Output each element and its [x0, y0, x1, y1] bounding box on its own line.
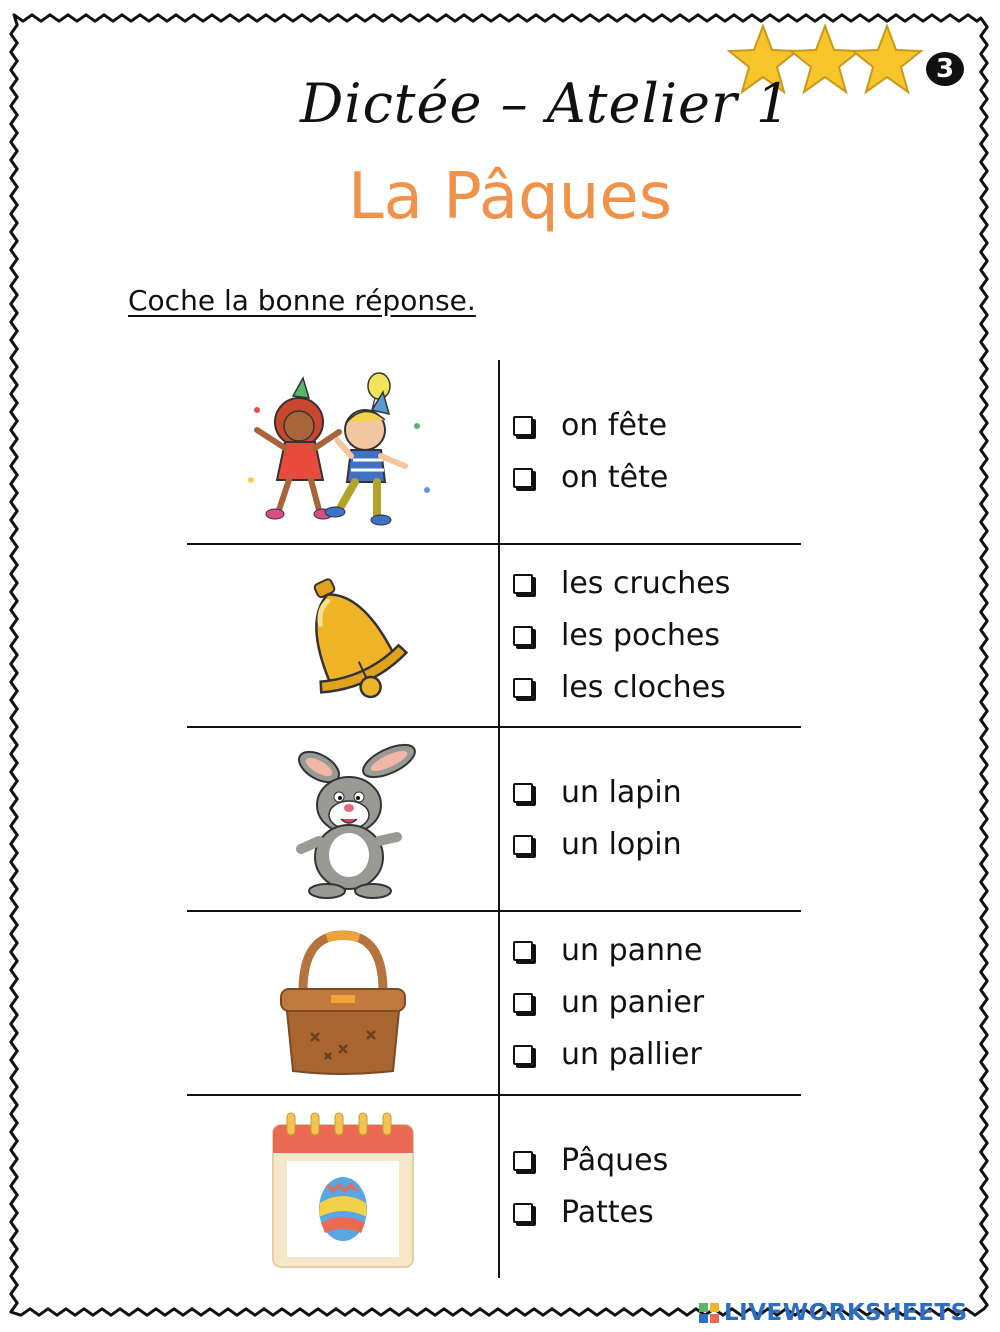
page-title: Dictée – Atelier 1: [300, 72, 792, 135]
table-row: [187, 360, 801, 543]
checkbox[interactable]: [513, 678, 533, 698]
answer-option[interactable]: [513, 1029, 801, 1081]
checkbox[interactable]: [513, 1203, 533, 1223]
answer-option[interactable]: [513, 767, 801, 819]
instruction-text: Coche la bonne réponse.: [128, 284, 476, 317]
liveworksheets-icon: [698, 1302, 720, 1324]
answer-option[interactable]: [513, 977, 801, 1029]
answer-option-label: on fête: [561, 408, 668, 443]
checkbox[interactable]: [513, 416, 533, 436]
checkbox[interactable]: [513, 1045, 533, 1065]
answer-option-label: Pattes: [561, 1195, 654, 1230]
answer-option-label: Pâques: [561, 1143, 669, 1178]
bell-illustration: [227, 554, 459, 717]
level-badge: 3: [926, 52, 964, 86]
answer-option[interactable]: [513, 1187, 801, 1239]
answer-option[interactable]: [513, 925, 801, 977]
table-row: [187, 727, 801, 910]
checkbox[interactable]: [513, 993, 533, 1013]
answer-option[interactable]: [513, 452, 801, 504]
answer-option-label: les poches: [561, 618, 720, 653]
answer-option-label: on tête: [561, 460, 669, 495]
exercise-table: [187, 360, 801, 1278]
star-icon: [791, 26, 859, 92]
answer-option[interactable]: [513, 1135, 801, 1187]
answer-options: [513, 544, 801, 727]
checkbox[interactable]: [513, 1151, 533, 1171]
answer-option-label: un lopin: [561, 827, 682, 862]
checkbox[interactable]: [513, 835, 533, 855]
liveworksheets-logo: [698, 1298, 996, 1328]
answer-options: [513, 1095, 801, 1278]
checkbox[interactable]: [513, 574, 533, 594]
checkbox[interactable]: [513, 626, 533, 646]
table-row: [187, 911, 801, 1094]
answer-option-label: un panier: [561, 985, 705, 1020]
easter-calendar-illustration: [227, 1105, 459, 1268]
bunny-illustration: [227, 737, 459, 900]
answer-option[interactable]: [513, 558, 801, 610]
answer-option-label: un pallier: [561, 1037, 702, 1072]
answer-option-label: les cruches: [561, 566, 731, 601]
liveworksheets-brand: LIVEWORKSHEETS: [724, 1300, 968, 1326]
answer-option-label: un panne: [561, 933, 703, 968]
basket-illustration: [227, 921, 459, 1084]
checkbox[interactable]: [513, 783, 533, 803]
table-row: [187, 1095, 801, 1278]
answer-options: [513, 911, 801, 1094]
star-icon: [853, 26, 921, 92]
answer-option[interactable]: [513, 610, 801, 662]
page-subtitle: La Pâques: [347, 160, 673, 234]
answer-option-label: les cloches: [561, 670, 726, 705]
checkbox[interactable]: [513, 941, 533, 961]
answer-option[interactable]: [513, 400, 801, 452]
answer-options: [513, 727, 801, 910]
answer-option-label: un lapin: [561, 775, 682, 810]
answer-option[interactable]: [513, 662, 801, 714]
answer-option[interactable]: [513, 819, 801, 871]
answer-options: [513, 360, 801, 543]
checkbox[interactable]: [513, 468, 533, 488]
table-row: [187, 544, 801, 727]
children-dancing-illustration: [227, 370, 459, 533]
